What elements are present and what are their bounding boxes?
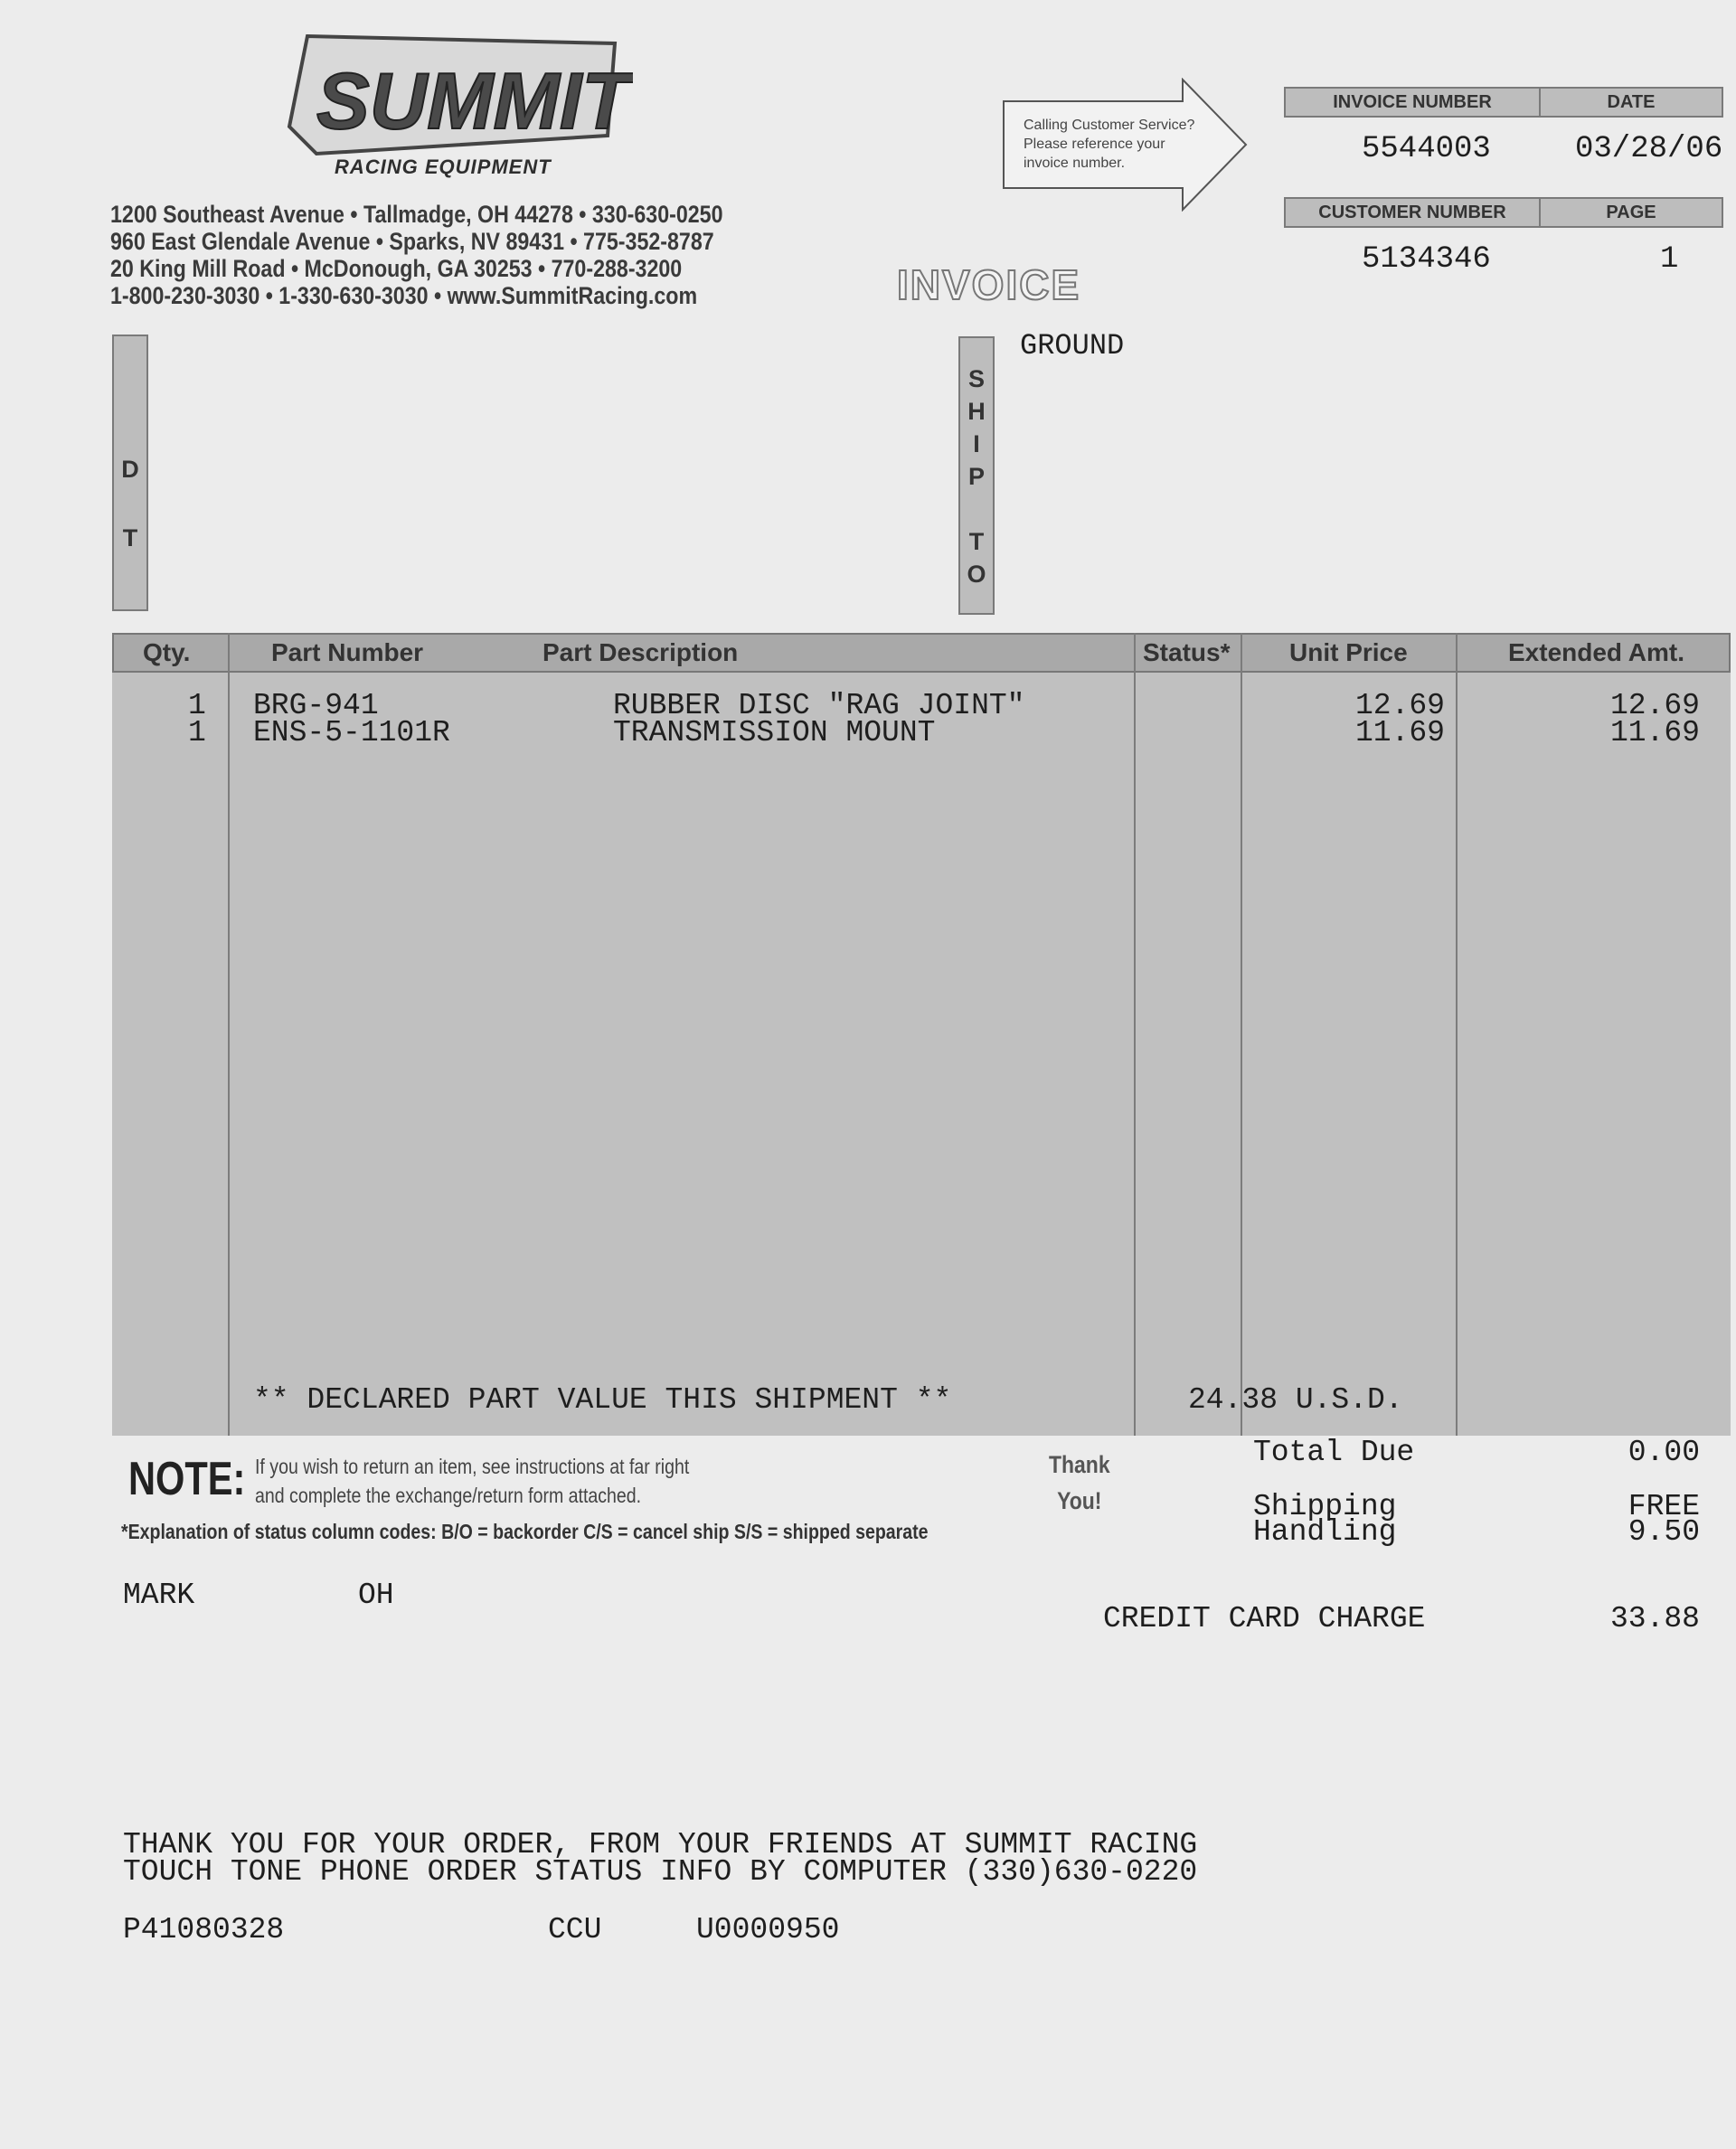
row-extended: 12.69 — [1609, 689, 1700, 722]
ship-to-letter: S — [967, 365, 985, 392]
column-divider — [228, 633, 230, 1436]
row-extended: 11.69 — [1609, 716, 1700, 749]
column-divider — [1134, 633, 1136, 1436]
note-line-2: and complete the exchange/return form attached. — [255, 1484, 642, 1507]
invoice-number: 5544003 — [1362, 132, 1491, 166]
items-table — [112, 633, 1731, 1436]
thank-you-badge: Thank You! — [1049, 1451, 1110, 1514]
invoice-date: 03/28/06 — [1575, 132, 1723, 166]
col-header-unit-price: Unit Price — [1289, 638, 1408, 666]
row-description: TRANSMISSION MOUNT — [613, 716, 936, 749]
customer-number: 5134346 — [1362, 242, 1491, 277]
invoice-number-label: INVOICE NUMBER — [1284, 87, 1541, 118]
page-label: PAGE — [1539, 197, 1723, 228]
credit-card-value: 33.88 — [1609, 1602, 1700, 1635]
ship-to-tab — [958, 336, 995, 615]
date-label: DATE — [1539, 87, 1723, 118]
row-unit-price: 11.69 — [1354, 716, 1445, 749]
callout-text: Calling Customer Service? Please reference your invoice number. — [1024, 118, 1195, 171]
col-header-qty: Qty. — [143, 638, 191, 666]
footer-code-3: U0000950 — [696, 1913, 840, 1946]
sold-to-tab — [112, 335, 148, 611]
ship-to-letter: T — [968, 528, 985, 555]
note-line-1: If you wish to return an item, see instructions at far right — [255, 1455, 690, 1478]
customer-number-label: CUSTOMER NUMBER — [1284, 197, 1541, 228]
status-codes-explanation: *Explanation of status column codes: B/O = backorder C/S = cancel ship S/S = shipped separate — [121, 1520, 929, 1543]
note-label: NOTE: — [128, 1453, 246, 1505]
ship-method: GROUND — [1020, 329, 1125, 363]
row-part-number: BRG-941 — [253, 689, 379, 722]
footer-code-1: P41080328 — [123, 1913, 285, 1946]
ship-to-letter: I — [973, 430, 980, 457]
logo-subtitle: RACING EQUIPMENT — [335, 156, 552, 178]
address-line-1: 1200 Southeast Avenue • Tallmadge, OH 44278 • 330-630-0250 — [110, 201, 723, 228]
col-header-description: Part Description — [542, 638, 739, 666]
address-line-4: 1-800-230-3030 • 1-330-630-3030 • www.SummitRacing.com — [110, 282, 698, 309]
total-due-value: 0.00 — [1628, 1436, 1700, 1469]
declared-value: 24.38 U.S.D. — [1188, 1383, 1403, 1417]
total-due-label: Total Due — [1253, 1436, 1415, 1469]
shipping-value: FREE — [1628, 1490, 1700, 1523]
row-qty: 1 — [188, 716, 206, 749]
handling-value: 9.50 — [1628, 1515, 1700, 1549]
ship-to-letter: O — [967, 561, 986, 588]
ship-to-letter: P — [967, 463, 985, 490]
column-divider — [1456, 633, 1458, 1436]
col-header-extended: Extended Amt. — [1508, 638, 1684, 666]
row-description: RUBBER DISC "RAG JOINT" — [613, 689, 1025, 722]
handling-label: Handling — [1253, 1515, 1397, 1549]
thanks-line-1: THANK YOU FOR YOUR ORDER, FROM YOUR FRIENDS AT SUMMIT RACING — [123, 1828, 1198, 1862]
address-line-2: 960 East Glendale Avenue • Sparks, NV 89431 • 775-352-8787 — [110, 228, 714, 255]
row-part-number: ENS-5-1101R — [253, 716, 450, 749]
ship-to-letter: H — [967, 398, 986, 425]
svg-text:SUMMIT: SUMMIT — [316, 56, 631, 146]
mark-label: MARK — [123, 1579, 195, 1612]
row-unit-price: 12.69 — [1354, 689, 1445, 722]
invoice-title: INVOICE — [897, 261, 1081, 308]
col-header-status: Status* — [1143, 638, 1231, 666]
row-qty: 1 — [188, 689, 206, 722]
column-divider — [1241, 633, 1242, 1436]
sold-to-letter: D — [121, 456, 139, 483]
col-header-part-number: Part Number — [271, 638, 424, 666]
state-label: OH — [358, 1579, 394, 1612]
page-number: 1 — [1660, 242, 1679, 277]
thanks-line-2: TOUCH TONE PHONE ORDER STATUS INFO BY COMPUTER (330)630-0220 — [123, 1855, 1198, 1889]
footer-code-2: CCU — [548, 1913, 602, 1946]
address-line-3: 20 King Mill Road • McDonough, GA 30253 • 770-288-3200 — [110, 255, 683, 282]
credit-card-label: CREDIT CARD CHARGE — [1103, 1602, 1426, 1635]
shipping-label: Shipping — [1253, 1490, 1397, 1523]
sold-to-letter: T — [122, 524, 138, 551]
declared-label: ** DECLARED PART VALUE THIS SHIPMENT ** — [253, 1383, 952, 1417]
